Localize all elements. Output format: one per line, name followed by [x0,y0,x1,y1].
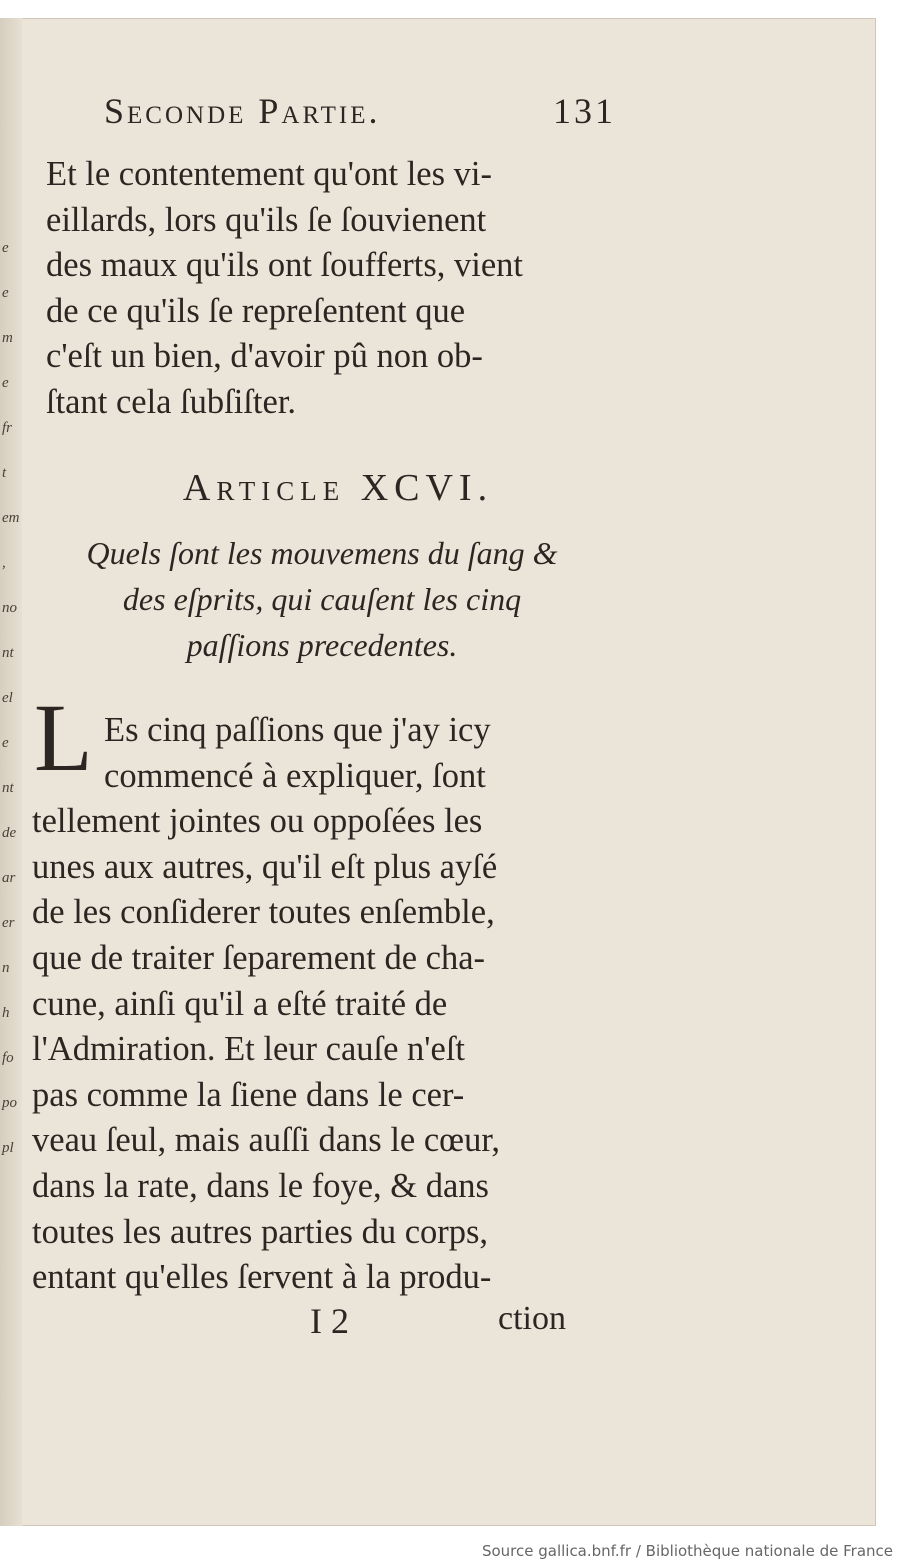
margin-fragment: e [2,285,9,301]
margin-fragment: nt [2,645,14,661]
margin-fragment: nt [2,780,14,796]
paragraph-2 [32,708,602,1301]
text-line: de ce qu'ils ſe repreſentent que [46,291,466,330]
margin-fragment: fo [2,1050,14,1066]
text-line: eillards, lors qu'ils ſe ſouvienent [46,200,487,239]
margin-fragment: , [2,555,6,571]
signature-mark: I 2 [310,1301,349,1341]
text-line: veau ſeul, mais auſſi dans le cœur, [32,1121,501,1160]
drop-cap: L [34,684,93,791]
running-head [104,90,616,132]
text-line: dans la rate, dans le foye, & dans [32,1166,489,1205]
text-line: toutes les autres parties du corps, [32,1212,489,1251]
margin-fragment: ar [2,870,16,886]
text-line: de les conſiderer toutes enſemble, [32,893,495,932]
text-line: cune, ainſi qu'il a eſté traité de [32,984,448,1023]
page-number: 131 [553,91,616,131]
article-heading: Article XCVI. [182,467,494,509]
margin-fragment: no [2,600,17,616]
text-line: commencé à expliquer, ſont [104,756,486,795]
catchword: ction [498,1300,566,1337]
margin-fragment: h [2,1005,10,1021]
text-line: l'Admiration. Et leur cauſe n'eſt [32,1030,466,1069]
text-line: que de traiter ſeparement de cha- [32,938,486,977]
margin-fragment: er [2,915,15,931]
text-line: entant qu'elles ſervent à la produ- [32,1258,492,1297]
text-line: unes aux autres, qu'il eſt plus ayſé [32,847,498,886]
margin-fragment: t [2,465,7,481]
margin-fragment: fr [2,420,13,436]
margin-fragment: e [2,240,9,256]
margin-fragment: po [2,1095,17,1111]
subtitle-line: paſſions precedentes. [186,627,458,663]
text-line: tellement jointes ou oppoſées les [32,802,483,841]
margin-fragment: e [2,735,9,751]
article-subtitle [38,530,606,668]
margin-fragment: m [2,330,13,346]
subtitle-line: Quels ſont les mouvemens du ſang & [86,535,558,571]
text-line: Es cinq paſſions que j'ay icy [104,711,491,749]
margin-fragment: n [2,960,10,976]
text-line: des maux qu'ils ont ſoufferts, vient [46,246,524,284]
margin-fragment: e [2,375,9,391]
margin-fragment: pl [2,1140,14,1156]
margin-fragment: el [2,690,13,706]
source-credit: Source gallica.bnf.fr / Bibliothèque nationale de France [481,1542,893,1560]
subtitle-line: des eſprits, qui cauſent les cinq [122,581,522,617]
running-head-title: Seconde Partie. [104,91,381,131]
facing-page-fragments [0,18,22,1526]
text-line: ſtant cela ſubſiſter. [46,382,297,421]
text-line: Et le contentement qu'ont les vi- [46,155,492,193]
facing-page-edge [0,18,22,1526]
text-line: pas comme la ſiene dans le cer- [32,1075,465,1114]
paragraph-1 [46,152,616,425]
text-line: c'eſt un bien, d'avoir pû non ob- [46,337,483,375]
margin-fragment: em [2,510,20,526]
margin-fragment: de [2,825,17,841]
